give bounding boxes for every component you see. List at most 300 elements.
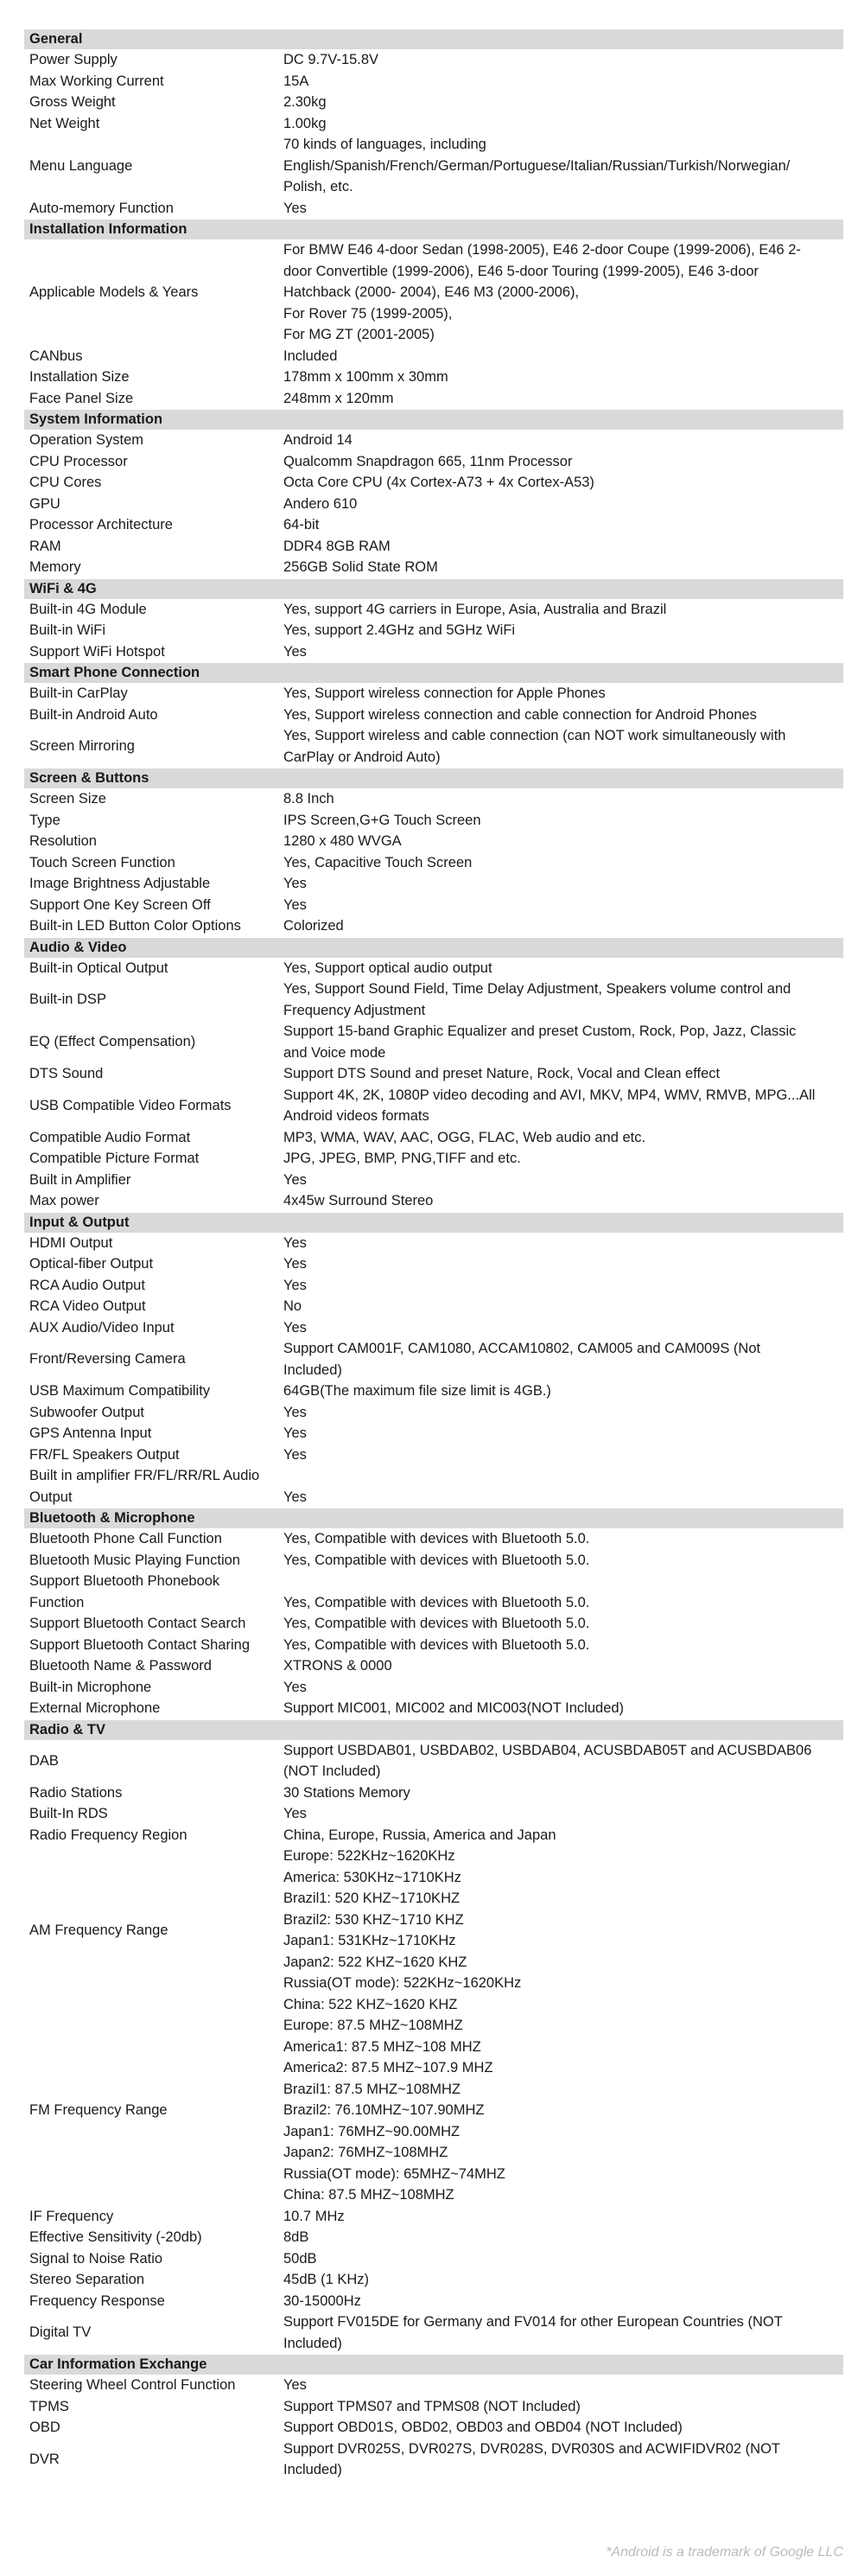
spec-value-line: Yes, Support wireless and cable connection (can NOT work simultaneously with: [283, 728, 786, 743]
spec-value-line: Russia(OT mode): 65MHZ~74MHZ: [283, 2165, 505, 2182]
spec-value: [283, 239, 843, 346]
spec-label-line: Signal to Noise Ratio: [29, 2250, 163, 2267]
spec-label-line: Screen Mirroring: [29, 738, 135, 755]
spec-row: [24, 1825, 843, 1846]
spec-row: [24, 1085, 843, 1127]
spec-label-line: OBD: [29, 2420, 60, 2435]
spec-label-line: External Microphone: [29, 1700, 161, 1716]
spec-value-line: DC 9.7V-15.8V: [283, 52, 379, 67]
spec-label: [24, 831, 283, 852]
spec-value-line: Frequency Adjustment: [283, 1002, 426, 1018]
spec-label-line: Support Bluetooth Phonebook: [29, 1573, 220, 1589]
spec-label-line: Resolution: [29, 833, 97, 849]
spec-label: [24, 2417, 283, 2439]
spec-value: [283, 1782, 843, 1804]
spec-label: [24, 1750, 283, 1772]
spec-row: [24, 367, 843, 388]
spec-value-line: Android videos formats: [283, 1108, 429, 1124]
spec-row: [24, 705, 843, 726]
spec-row: [24, 1170, 843, 1191]
spec-value: [283, 1233, 843, 1254]
spec-label: [24, 736, 283, 757]
spec-label: [24, 2100, 283, 2121]
spec-row: [24, 1127, 843, 1149]
spec-row: [24, 1677, 843, 1699]
spec-row: [24, 2248, 843, 2270]
spec-label-line: GPS Antenna Input: [29, 1425, 152, 1441]
spec-row: [24, 472, 843, 494]
spec-value: [283, 852, 843, 874]
spec-row: [24, 788, 843, 810]
spec-value: [283, 873, 843, 895]
spec-value-line: 15A: [283, 73, 309, 89]
spec-value-line: and Voice mode: [283, 1044, 386, 1061]
spec-value: [283, 895, 843, 916]
spec-label: [24, 1677, 283, 1699]
spec-value-line: Yes: [283, 1489, 307, 1505]
spec-value-line: China: 87.5 MHZ~108MHZ: [283, 2187, 454, 2203]
spec-label: [24, 1920, 283, 1942]
spec-value-line: No: [283, 1298, 302, 1314]
spec-label: [24, 1190, 283, 1212]
section-header-radio-tv: Radio & TV: [24, 1719, 843, 1740]
spec-value-line: America2: 87.5 MHZ~107.9 MHZ: [283, 2060, 493, 2075]
spec-value: [283, 1740, 843, 1782]
spec-label-line: Menu Language: [29, 157, 133, 174]
spec-value-line: Support DVR025S, DVR027S, DVR028S, DVR030S and ACWIFIDVR02 (NOT: [283, 2440, 780, 2457]
spec-label: [24, 1550, 283, 1572]
spec-value-line: Android 14: [283, 432, 353, 448]
spec-label: [24, 1127, 283, 1149]
spec-row: [24, 1296, 843, 1317]
spec-label-line: CPU Processor: [29, 453, 128, 469]
spec-value: [283, 1635, 843, 1656]
spec-value: [283, 1170, 843, 1191]
spec-label-line: Screen Size: [29, 791, 106, 807]
spec-label-line: Optical-fiber Output: [29, 1256, 154, 1272]
spec-value: [283, 1423, 843, 1444]
spec-label: [24, 2322, 283, 2343]
spec-row: [24, 2311, 843, 2354]
section-header-system-information: System Information: [24, 409, 843, 430]
spec-value-line: Yes: [283, 1319, 307, 1336]
spec-row: [24, 49, 843, 71]
spec-value: [283, 1317, 843, 1339]
section-header-smart-phone-connection: Smart Phone Connection: [24, 662, 843, 683]
spec-label: [24, 1571, 283, 1613]
spec-row: [24, 1148, 843, 1170]
spec-label: [24, 1148, 283, 1170]
spec-value-line: MP3, WMA, WAV, AAC, OGG, FLAC, Web audio and etc.: [283, 1129, 646, 1145]
spec-label-line: Radio Stations: [29, 1784, 123, 1801]
spec-label-line: Applicable Models & Years: [29, 284, 199, 300]
spec-label-line: Output: [29, 1489, 73, 1505]
spec-value-line: Yes: [283, 1171, 307, 1188]
spec-row: [24, 134, 843, 198]
spec-label-line: RCA Audio Output: [29, 1277, 145, 1293]
spec-value-line: Yes: [283, 1425, 307, 1441]
spec-value-line: Yes: [283, 643, 307, 660]
spec-row: [24, 620, 843, 641]
spec-label: [24, 1349, 283, 1370]
spec-value: [283, 620, 843, 641]
spec-row: [24, 1063, 843, 1085]
spec-label: [24, 2449, 283, 2471]
spec-value: [283, 2291, 843, 2312]
spec-label-line: CANbus: [29, 348, 83, 364]
spec-label: [24, 1528, 283, 1550]
spec-row: [24, 2375, 843, 2396]
spec-value: [283, 1550, 843, 1572]
spec-value: [283, 810, 843, 832]
spec-value-line: Yes, support 2.4GHz and 5GHz WiFi: [283, 622, 516, 638]
spec-value-line: Brazil2: 530 KHZ~1710 KHZ: [283, 1911, 464, 1928]
spec-value-line: Yes: [283, 1446, 307, 1463]
spec-value: [283, 2396, 843, 2418]
spec-label: [24, 915, 283, 937]
spec-label-line: Installation Size: [29, 369, 130, 385]
spec-label: [24, 810, 283, 832]
spec-label: [24, 620, 283, 641]
spec-value-line: Yes: [283, 1679, 307, 1695]
spec-label: [24, 2227, 283, 2248]
spec-value: [283, 367, 843, 388]
spec-label-line: TPMS: [29, 2398, 69, 2414]
spec-label: [24, 1296, 283, 1317]
spec-label: [24, 514, 283, 536]
spec-value-line: 2.30kg: [283, 94, 327, 110]
spec-value-line: 30-15000Hz: [283, 2292, 361, 2309]
spec-label-line: Subwoofer Output: [29, 1404, 144, 1420]
spec-row: [24, 725, 843, 768]
spec-value-line: Yes: [283, 876, 307, 891]
spec-label-line: Bluetooth Music Playing Function: [29, 1552, 240, 1568]
spec-value: [283, 2417, 843, 2439]
spec-label: [24, 1275, 283, 1297]
spec-value: [283, 2311, 843, 2354]
spec-row: [24, 810, 843, 832]
spec-label: [24, 1063, 283, 1085]
spec-value: [283, 49, 843, 71]
spec-value: [283, 1487, 843, 1508]
spec-value-line: (NOT Included): [283, 1763, 381, 1779]
spec-value: [283, 71, 843, 92]
spec-label-line: DVR: [29, 2451, 60, 2467]
spec-row: [24, 1021, 843, 1063]
spec-value: [283, 536, 843, 558]
spec-value: [283, 1296, 843, 1317]
spec-value-line: Colorized: [283, 918, 344, 934]
spec-label: [24, 156, 283, 177]
section-header-screen-buttons: Screen & Buttons: [24, 768, 843, 788]
spec-value-line: America1: 87.5 MHZ~108 MHZ: [283, 2038, 481, 2055]
spec-value: [283, 599, 843, 621]
spec-value: [283, 2248, 843, 2270]
spec-value-line: Yes: [283, 200, 307, 216]
spec-row: [24, 1253, 843, 1275]
spec-row: [24, 1550, 843, 1572]
spec-value-line: Yes, Support wireless connection and cable connection for Android Phones: [283, 706, 757, 723]
spec-label: [24, 1380, 283, 1402]
spec-row: [24, 2206, 843, 2228]
spec-value: [283, 2206, 843, 2228]
spec-label-line: Function: [29, 1594, 85, 1610]
spec-label-line: AM Frequency Range: [29, 1922, 168, 1938]
spec-label-line: Digital TV: [29, 2324, 92, 2341]
spec-value-line: 64-bit: [283, 517, 320, 532]
spec-label-line: Built-in Android Auto: [29, 706, 158, 723]
spec-label: [24, 1095, 283, 1117]
spec-value-line: Japan2: 76MHZ~108MHZ: [283, 2145, 448, 2160]
spec-value-line: For BMW E46 4-door Sedan (1998-2005), E46 2-door Coupe (1999-2006), E46 2-: [283, 242, 801, 258]
spec-value-line: Yes, support 4G carriers in Europe, Asia, Australia and Brazil: [283, 601, 667, 617]
spec-row: [24, 599, 843, 621]
spec-value-line: JPG, JPEG, BMP, PNG,TIFF and etc.: [283, 1151, 521, 1166]
spec-row: [24, 1190, 843, 1212]
spec-value: [283, 1677, 843, 1699]
spec-row: [24, 1380, 843, 1402]
spec-label: [24, 2248, 283, 2270]
spec-row: [24, 388, 843, 410]
spec-value: [283, 705, 843, 726]
spec-value: [283, 1275, 843, 1297]
spec-value-line: Included): [283, 1361, 342, 1378]
spec-label-line: Built-in CarPlay: [29, 685, 128, 701]
spec-label: [24, 494, 283, 515]
spec-value-line: Yes: [283, 896, 307, 913]
spec-value: [283, 134, 843, 198]
spec-label-line: RCA Video Output: [29, 1298, 146, 1314]
spec-value-line: 178mm x 100mm x 30mm: [283, 369, 448, 385]
spec-value: [283, 725, 843, 768]
spec-label: [24, 873, 283, 895]
spec-label: [24, 49, 283, 71]
spec-value-line: Japan2: 522 KHZ~1620 KHZ: [283, 1954, 467, 1970]
spec-value: [283, 2269, 843, 2291]
spec-value-line: 1.00kg: [283, 115, 327, 131]
spec-row: [24, 1655, 843, 1677]
spec-value: [283, 92, 843, 113]
spec-value-line: Support 15-band Graphic Equalizer and preset Custom, Rock, Pop, Jazz, Classic: [283, 1023, 797, 1039]
spec-value-line: Yes, Support wireless connection for Apple Phones: [283, 685, 606, 701]
spec-value-line: IPS Screen,G+G Touch Screen: [283, 812, 481, 828]
spec-label: [24, 1465, 283, 1508]
spec-value: [283, 2439, 843, 2481]
spec-value: [283, 641, 843, 663]
spec-row: [24, 2439, 843, 2481]
spec-label-line: Support One Key Screen Off: [29, 896, 211, 913]
spec-row: [24, 346, 843, 367]
spec-value-line: Yes, Compatible with devices with Bluetooth 5.0.: [283, 1616, 590, 1631]
spec-label-line: Max power: [29, 1193, 99, 1208]
spec-value: [283, 1063, 843, 1085]
spec-label-line: GPU: [29, 495, 60, 512]
spec-row: [24, 831, 843, 852]
spec-value-line: Included: [283, 348, 338, 364]
spec-row: [24, 1465, 843, 1508]
spec-label: [24, 1613, 283, 1635]
spec-label-line: Compatible Picture Format: [29, 1151, 200, 1166]
spec-label: [24, 705, 283, 726]
spec-row: [24, 683, 843, 705]
spec-label: [24, 472, 283, 494]
spec-row: [24, 1233, 843, 1254]
spec-value: [283, 1528, 843, 1550]
spec-value: [283, 979, 843, 1021]
spec-row: [24, 239, 843, 346]
spec-row: [24, 1317, 843, 1339]
spec-value-line: For Rover 75 (1999-2005),: [283, 305, 453, 322]
spec-value: [283, 1190, 843, 1212]
spec-value: [283, 388, 843, 410]
spec-value-line: Yes: [283, 1806, 307, 1821]
spec-value-line: 256GB Solid State ROM: [283, 559, 438, 575]
spec-label-line: Support WiFi Hotspot: [29, 643, 165, 660]
spec-value-line: English/Spanish/French/German/Portuguese/Italian/Russian/Turkish/Norwegian/: [283, 157, 791, 174]
spec-value: [283, 451, 843, 473]
spec-label-line: FR/FL Speakers Output: [29, 1446, 180, 1463]
spec-label: [24, 388, 283, 410]
spec-label: [24, 788, 283, 810]
spec-value: [283, 1825, 843, 1846]
spec-label: [24, 536, 283, 558]
spec-value: [283, 788, 843, 810]
spec-label: [24, 2375, 283, 2396]
spec-label-line: Built-in 4G Module: [29, 601, 147, 617]
spec-label-line: Operation System: [29, 432, 144, 448]
spec-label: [24, 2206, 283, 2228]
spec-label: [24, 1423, 283, 1444]
spec-label: [24, 1803, 283, 1825]
spec-row: [24, 494, 843, 515]
spec-value: [283, 831, 843, 852]
spec-label-line: Radio Frequency Region: [29, 1827, 187, 1843]
spec-value-line: Hatchback (2000- 2004), E46 M3 (2000-2006),: [283, 284, 580, 300]
spec-value-line: 248mm x 120mm: [283, 390, 394, 406]
spec-row: [24, 557, 843, 578]
spec-label-line: DAB: [29, 1752, 59, 1769]
spec-value-line: CarPlay or Android Auto): [283, 749, 441, 765]
spec-row: [24, 641, 843, 663]
spec-value-line: 8.8 Inch: [283, 791, 334, 807]
spec-value: [283, 1803, 843, 1825]
spec-row: [24, 1740, 843, 1782]
section-header-general: General: [24, 29, 843, 49]
spec-value: [283, 683, 843, 705]
spec-label-line: RAM: [29, 538, 61, 554]
spec-label: [24, 683, 283, 705]
spec-row: [24, 2015, 843, 2206]
spec-value: [283, 1253, 843, 1275]
section-header-car-information-exchange: Car Information Exchange: [24, 2354, 843, 2375]
spec-label-line: DTS Sound: [29, 1066, 104, 1081]
spec-row: [24, 1698, 843, 1719]
spec-label: [24, 2269, 283, 2291]
spec-value-line: 4x45w Surround Stereo: [283, 1193, 434, 1208]
spec-row: [24, 113, 843, 135]
spec-value: [283, 1402, 843, 1424]
spec-row: [24, 1338, 843, 1380]
spec-row: [24, 92, 843, 113]
spec-value-line: Support USBDAB01, USBDAB02, USBDAB04, ACUSBDAB05T and ACUSBDAB06: [283, 1742, 812, 1758]
spec-value-line: Support CAM001F, CAM1080, ACCAM10802, CAM005 and CAM009S (Not: [283, 1341, 761, 1356]
spec-label-line: Gross Weight: [29, 94, 116, 110]
spec-value: [283, 1021, 843, 1063]
spec-label: [24, 92, 283, 113]
spec-label-line: Built in Amplifier: [29, 1171, 131, 1188]
spec-value: [283, 1444, 843, 1466]
spec-label: [24, 1233, 283, 1254]
spec-label-line: Stereo Separation: [29, 2272, 145, 2287]
section-header-input-output: Input & Output: [24, 1212, 843, 1233]
spec-value: [283, 1085, 843, 1127]
spec-value-line: Polish, etc.: [283, 179, 353, 194]
spec-value-line: China, Europe, Russia, America and Japan: [283, 1827, 556, 1843]
spec-value: [283, 472, 843, 494]
spec-label-line: Built-in LED Button Color Options: [29, 918, 241, 934]
spec-label-line: USB Maximum Compatibility: [29, 1383, 211, 1399]
spec-value-line: Brazil2: 76.10MHZ~107.90MHZ: [283, 2102, 485, 2118]
spec-label: [24, 1655, 283, 1677]
spec-row: [24, 536, 843, 558]
spec-label: [24, 599, 283, 621]
spec-label: [24, 1402, 283, 1424]
spec-value: [283, 1846, 843, 2015]
spec-row: [24, 71, 843, 92]
spec-row: [24, 1528, 843, 1550]
spec-label-line: Max Working Current: [29, 73, 164, 89]
spec-label-line: Effective Sensitivity (-20db): [29, 2229, 202, 2245]
spec-value: [283, 557, 843, 578]
spec-row: [24, 2269, 843, 2291]
spec-value-line: Yes: [283, 1404, 307, 1420]
spec-table: [24, 29, 843, 2481]
section-header-installation-information: Installation Information: [24, 219, 843, 239]
spec-label: [24, 852, 283, 874]
spec-label: [24, 895, 283, 916]
spec-row: [24, 1846, 843, 2015]
spec-value-line: Support TPMS07 and TPMS08 (NOT Included): [283, 2398, 581, 2414]
spec-row: [24, 1782, 843, 1804]
spec-value: [283, 1380, 843, 1402]
spec-label: [24, 198, 283, 220]
spec-value-line: Europe: 87.5 MHZ~108MHZ: [283, 2018, 463, 2033]
spec-label-line: Memory: [29, 559, 81, 575]
spec-label: [24, 282, 283, 303]
spec-value: [283, 2015, 843, 2206]
spec-value-line: Russia(OT mode): 522KHz~1620KHz: [283, 1975, 522, 1991]
spec-row: [24, 2227, 843, 2248]
spec-value: [283, 494, 843, 515]
spec-label-line: EQ (Effect Compensation): [29, 1034, 196, 1050]
spec-value: [283, 430, 843, 451]
spec-row: [24, 852, 843, 874]
spec-value-line: Yes: [283, 1234, 307, 1251]
spec-value: [283, 915, 843, 937]
spec-label-line: CPU Cores: [29, 475, 102, 490]
spec-value-line: DDR4 8GB RAM: [283, 538, 391, 554]
spec-value-line: Qualcomm Snapdragon 665, 11nm Processor: [283, 453, 573, 469]
spec-value-line: Yes, Compatible with devices with Bluetooth 5.0.: [283, 1531, 590, 1546]
spec-row: [24, 958, 843, 979]
spec-label-line: Built-in Optical Output: [29, 960, 168, 976]
spec-label: [24, 367, 283, 388]
spec-label: [24, 113, 283, 135]
spec-row: [24, 514, 843, 536]
spec-value: [283, 113, 843, 135]
section-header-wifi-4g: WiFi & 4G: [24, 578, 843, 599]
spec-value: [283, 1338, 843, 1380]
